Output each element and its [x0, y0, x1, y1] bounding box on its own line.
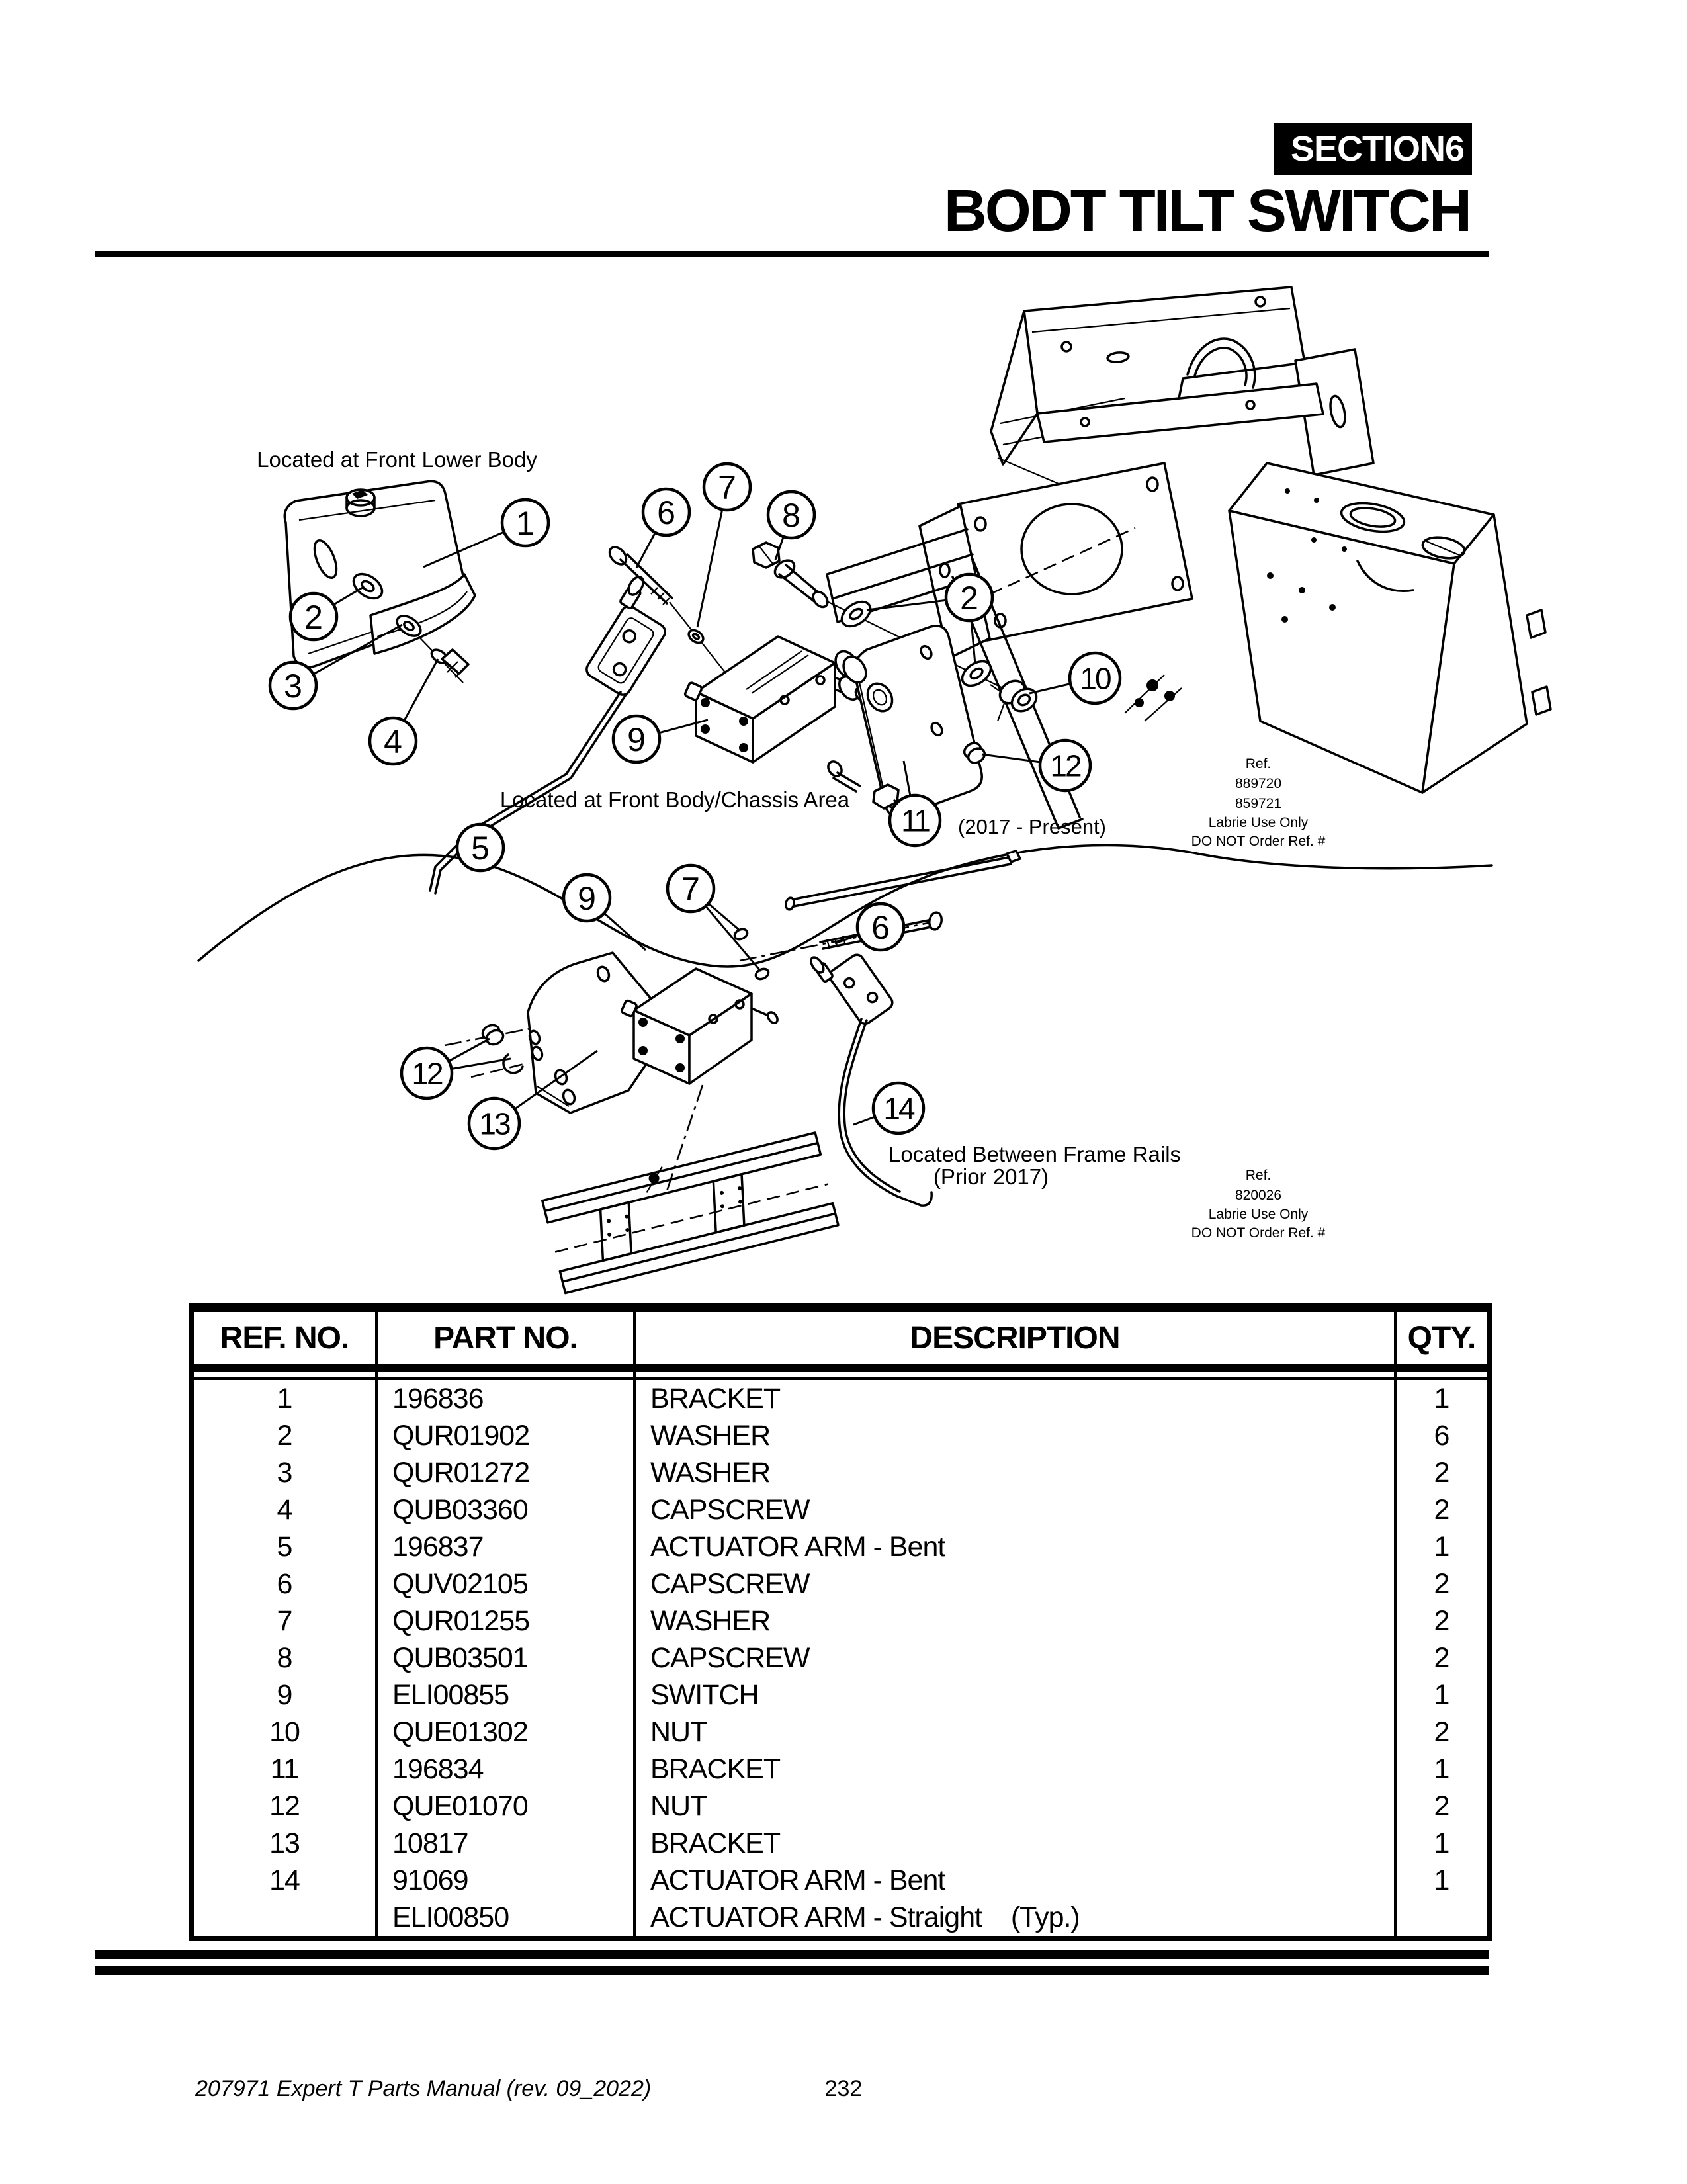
- table-row: [191, 1379, 1489, 1417]
- ref-note-line: Ref.: [1245, 756, 1272, 771]
- qty-cell: 1: [1395, 1379, 1489, 1417]
- svg-text:12: 12: [1050, 748, 1080, 783]
- footer-page-number: 232: [824, 2076, 863, 2101]
- qty-cell: 1: [1395, 1528, 1489, 1565]
- ref-note-line: 820026: [1234, 1188, 1282, 1203]
- callout-9: [613, 716, 708, 762]
- bottom-rule: [95, 1950, 1489, 1959]
- part-no-cell: 91069: [376, 1862, 634, 1899]
- qty-cell: 1: [1395, 1677, 1489, 1714]
- header-double-rule: [191, 1368, 1489, 1379]
- ref-note-line: Labrie Use Only: [1208, 1207, 1309, 1222]
- frame-rails-drawing: [541, 1129, 838, 1293]
- ref-note-line: Labrie Use Only: [1208, 815, 1309, 830]
- ref-note-line: DO NOT Order Ref. #: [1191, 1225, 1326, 1241]
- description-cell: CAPSCREW: [634, 1639, 1395, 1677]
- description-cell: WASHER: [634, 1454, 1395, 1491]
- ref-no-cell: 11: [270, 1753, 299, 1785]
- ref-no-cell: 13: [269, 1827, 300, 1859]
- table-row: [191, 1862, 1489, 1899]
- description-cell: WASHER: [634, 1602, 1395, 1639]
- svg-text:6: 6: [657, 494, 675, 531]
- parts-table-body: [191, 1379, 1489, 1939]
- ref-no-cell: 8: [277, 1641, 292, 1674]
- qty-cell: 2: [1395, 1565, 1489, 1602]
- ref-no-cell: 3: [277, 1456, 292, 1489]
- ref-no-cell: 10: [269, 1716, 300, 1748]
- table-row: [191, 1677, 1489, 1714]
- ref-note-1: [1191, 754, 1326, 851]
- callout-12: [402, 1039, 511, 1098]
- table-row: [191, 1491, 1489, 1528]
- table-row: [191, 1565, 1489, 1602]
- part-no-cell: 196834: [376, 1751, 634, 1788]
- wavy-separator: [198, 846, 1492, 967]
- col-header-part-no: PART NO.: [376, 1308, 634, 1368]
- footer-manual-title: 207971 Expert T Parts Manual (rev. 09_2022): [195, 2076, 652, 2101]
- qty-cell: 1: [1395, 1862, 1489, 1899]
- ref-note-line: DO NOT Order Ref. #: [1191, 834, 1326, 849]
- qty-cell: 2: [1395, 1602, 1489, 1639]
- ref-no-cell: 7: [277, 1604, 292, 1637]
- part-no-cell: QUR01902: [376, 1417, 634, 1454]
- description-cell: NUT: [634, 1714, 1395, 1751]
- callout-7: [697, 464, 750, 627]
- svg-text:7: 7: [718, 469, 736, 506]
- part-no-cell: QUR01255: [376, 1602, 634, 1639]
- description-cell: BRACKET: [634, 1751, 1395, 1788]
- svg-text:13: 13: [479, 1106, 509, 1141]
- callout-4: [370, 659, 438, 764]
- part-no-cell: QUV02105: [376, 1565, 634, 1602]
- label-prior-2017: (Prior 2017): [933, 1164, 1049, 1189]
- svg-text:5: 5: [471, 830, 490, 867]
- table-row: [191, 1714, 1489, 1751]
- qty-cell: 2: [1395, 1714, 1489, 1751]
- ref-note-line: Ref.: [1245, 1168, 1272, 1183]
- label-front-lower-body: Located at Front Lower Body: [257, 447, 537, 472]
- callout-5: [457, 824, 503, 871]
- qty-cell: 2: [1395, 1788, 1489, 1825]
- ref-note-line: 859721: [1234, 796, 1282, 811]
- table-row: [191, 1417, 1489, 1454]
- description-cell: BRACKET: [634, 1379, 1395, 1417]
- parts-table: [189, 1303, 1492, 1941]
- svg-text:4: 4: [384, 723, 402, 760]
- table-row: [191, 1788, 1489, 1825]
- table-row: [191, 1602, 1489, 1639]
- description-cell: BRACKET: [634, 1825, 1395, 1862]
- qty-cell: 1: [1395, 1825, 1489, 1862]
- bracket-1-drawing: [284, 481, 475, 683]
- ref-no-cell: 14: [269, 1864, 300, 1896]
- part-no-cell: ELI00855: [376, 1677, 634, 1714]
- description-cell: SWITCH: [634, 1677, 1395, 1714]
- part-no-cell: QUB03360: [376, 1491, 634, 1528]
- qty-cell: 6: [1395, 1417, 1489, 1454]
- col-header-qty: QTY.: [1395, 1308, 1489, 1368]
- svg-text:9: 9: [627, 721, 646, 758]
- svg-text:7: 7: [681, 871, 700, 908]
- ref-note-line: 889720: [1234, 776, 1282, 791]
- qty-cell: 1: [1395, 1751, 1489, 1788]
- description-cell: ACTUATOR ARM - Straight (Typ.): [634, 1899, 1395, 1939]
- section-label: SECTION: [1291, 129, 1446, 169]
- part-no-cell: QUR01272: [376, 1454, 634, 1491]
- bottom-rule: [95, 1966, 1489, 1975]
- qty-cell: 2: [1395, 1454, 1489, 1491]
- part-no-cell: 196836: [376, 1379, 634, 1417]
- callout-14: [853, 1083, 924, 1133]
- label-between-frame-rails: Located Between Frame Rails: [888, 1142, 1182, 1166]
- part-no-cell: ELI00850: [376, 1899, 634, 1939]
- label-2017-present: (2017 - Present): [958, 815, 1106, 838]
- ref-no-cell: 6: [277, 1567, 292, 1600]
- description-cell: WASHER: [634, 1417, 1395, 1454]
- ref-note-2: [1191, 1166, 1326, 1243]
- table-row: [191, 1528, 1489, 1565]
- ref-no-cell: 12: [269, 1790, 300, 1822]
- part-no-cell: 10817: [376, 1825, 634, 1862]
- part-no-cell: QUE01302: [376, 1714, 634, 1751]
- col-header-ref-no: REF. NO.: [191, 1308, 376, 1368]
- col-header-description: DESCRIPTION: [634, 1308, 1395, 1368]
- section-number: 6: [1445, 129, 1465, 169]
- callout-7: [668, 865, 761, 971]
- svg-text:3: 3: [284, 668, 302, 705]
- part-no-cell: QUB03501: [376, 1639, 634, 1677]
- qty-cell: 2: [1395, 1491, 1489, 1528]
- svg-text:12: 12: [411, 1056, 442, 1091]
- label-front-body-chassis: Located at Front Body/Chassis Area: [499, 787, 850, 812]
- table-row: [191, 1825, 1489, 1862]
- ref-no-cell: 2: [277, 1419, 292, 1452]
- description-cell: ACTUATOR ARM - Bent: [634, 1862, 1395, 1899]
- description-cell: CAPSCREW: [634, 1491, 1395, 1528]
- qty-cell: 2: [1395, 1639, 1489, 1677]
- svg-text:9: 9: [578, 880, 596, 917]
- svg-text:6: 6: [871, 909, 890, 946]
- table-row: [191, 1454, 1489, 1491]
- ref-no-cell: 9: [277, 1679, 292, 1711]
- callout-10: [1029, 653, 1120, 703]
- svg-text:10: 10: [1080, 661, 1110, 696]
- qty-cell: [1395, 1899, 1489, 1939]
- ref-no-cell: [191, 1899, 376, 1939]
- lower-assembly: [445, 851, 1020, 1293]
- description-cell: ACTUATOR ARM - Bent: [634, 1528, 1395, 1565]
- callout-9: [564, 875, 646, 950]
- svg-text:2: 2: [304, 599, 323, 636]
- svg-text:1: 1: [516, 505, 535, 542]
- svg-text:2: 2: [960, 580, 978, 617]
- svg-text:14: 14: [883, 1091, 914, 1126]
- ref-no-cell: 5: [277, 1530, 292, 1563]
- table-row: [191, 1899, 1489, 1939]
- part-no-cell: 196837: [376, 1528, 634, 1565]
- ref-no-cell: 4: [277, 1493, 292, 1526]
- ref-no-cell: 1: [277, 1382, 292, 1415]
- page-title: BODT TILT SWITCH: [943, 178, 1470, 244]
- table-row: [191, 1751, 1489, 1788]
- svg-text:8: 8: [782, 497, 800, 534]
- description-cell: CAPSCREW: [634, 1565, 1395, 1602]
- svg-text:11: 11: [901, 803, 929, 838]
- part-no-cell: QUE01070: [376, 1788, 634, 1825]
- callout-12: [982, 740, 1090, 791]
- callout-6: [636, 489, 689, 568]
- table-row: [191, 1639, 1489, 1677]
- parts-table-header-row: [191, 1308, 1489, 1368]
- description-cell: NUT: [634, 1788, 1395, 1825]
